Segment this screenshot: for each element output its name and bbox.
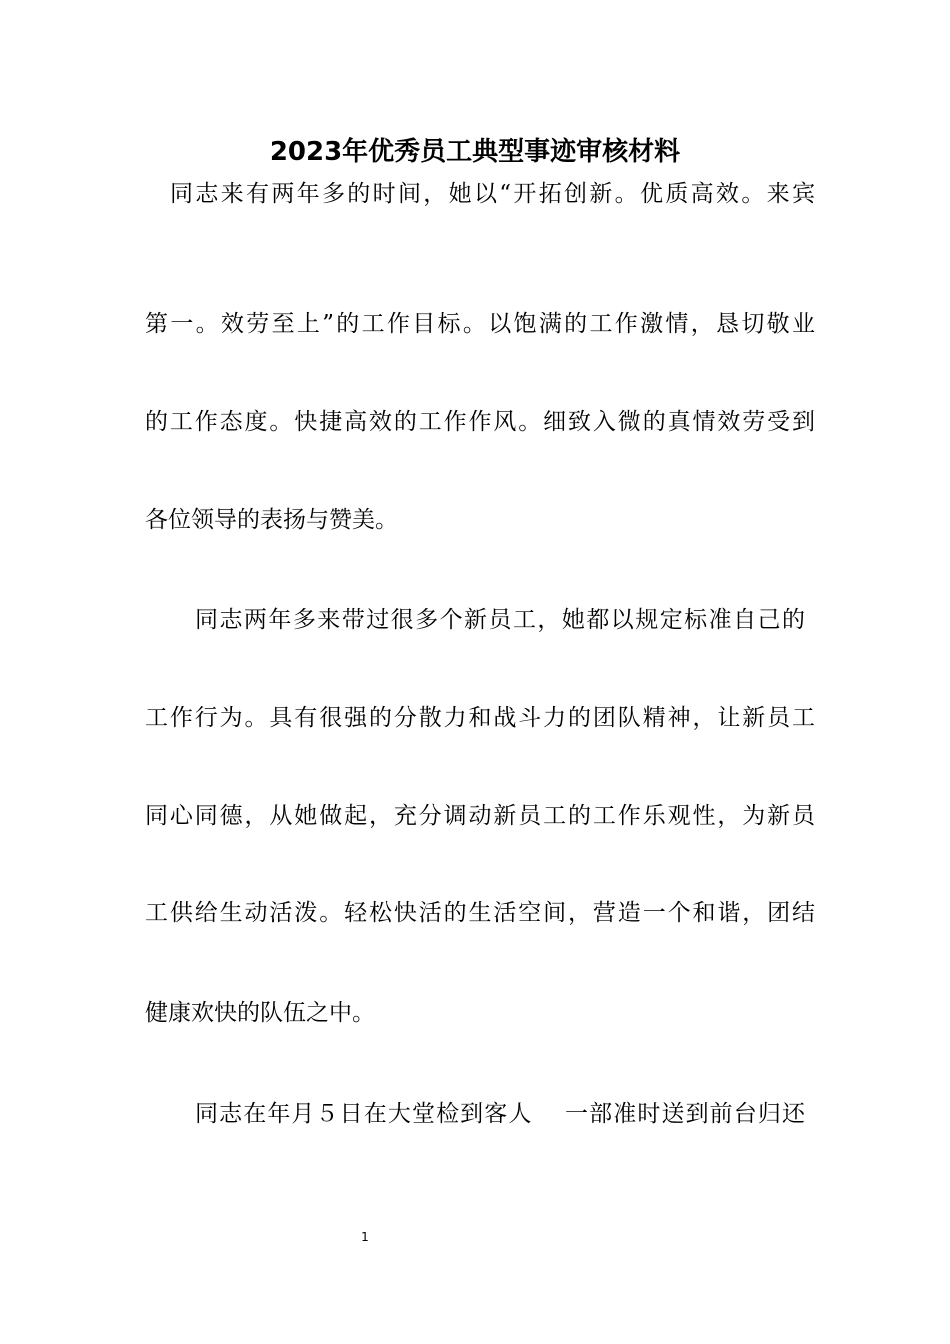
paragraph-line: 工作行为。具有很强的分散力和战斗力的团队精神，让新员工 bbox=[145, 705, 815, 731]
paragraph-line: 第一。效劳至上”的工作目标。以饱满的工作激情，恳切敬业 bbox=[145, 311, 815, 337]
paragraph-line: 工供给生动活泼。轻松快活的生活空间，营造一个和谐，团结 bbox=[145, 900, 815, 926]
paragraph-line: 健康欢快的队伍之中。 bbox=[145, 1000, 375, 1026]
paragraph-line: 同志两年多来带过很多个新员工，她都以规定标准自己的 bbox=[195, 607, 805, 633]
paragraph-line: 的工作态度。快捷高效的工作作风。细致入微的真情效劳受到 bbox=[145, 409, 815, 435]
paragraph-line: 同心同德，从她做起，充分调动新员工的工作乐观性，为新员 bbox=[145, 803, 815, 829]
paragraph-line: 同志来有两年多的时间，她以“开拓创新。优质高效。来宾 bbox=[170, 181, 815, 207]
paragraph-line: 同志在年月５日在大堂检到客人 一部准时送到前台归还 bbox=[195, 1101, 805, 1127]
page-number: 1 bbox=[361, 1230, 369, 1244]
paragraph-line: 各位领导的表扬与赞美。 bbox=[145, 507, 398, 533]
document-title: 2023年优秀员工典型事迹审核材料 bbox=[269, 137, 681, 167]
